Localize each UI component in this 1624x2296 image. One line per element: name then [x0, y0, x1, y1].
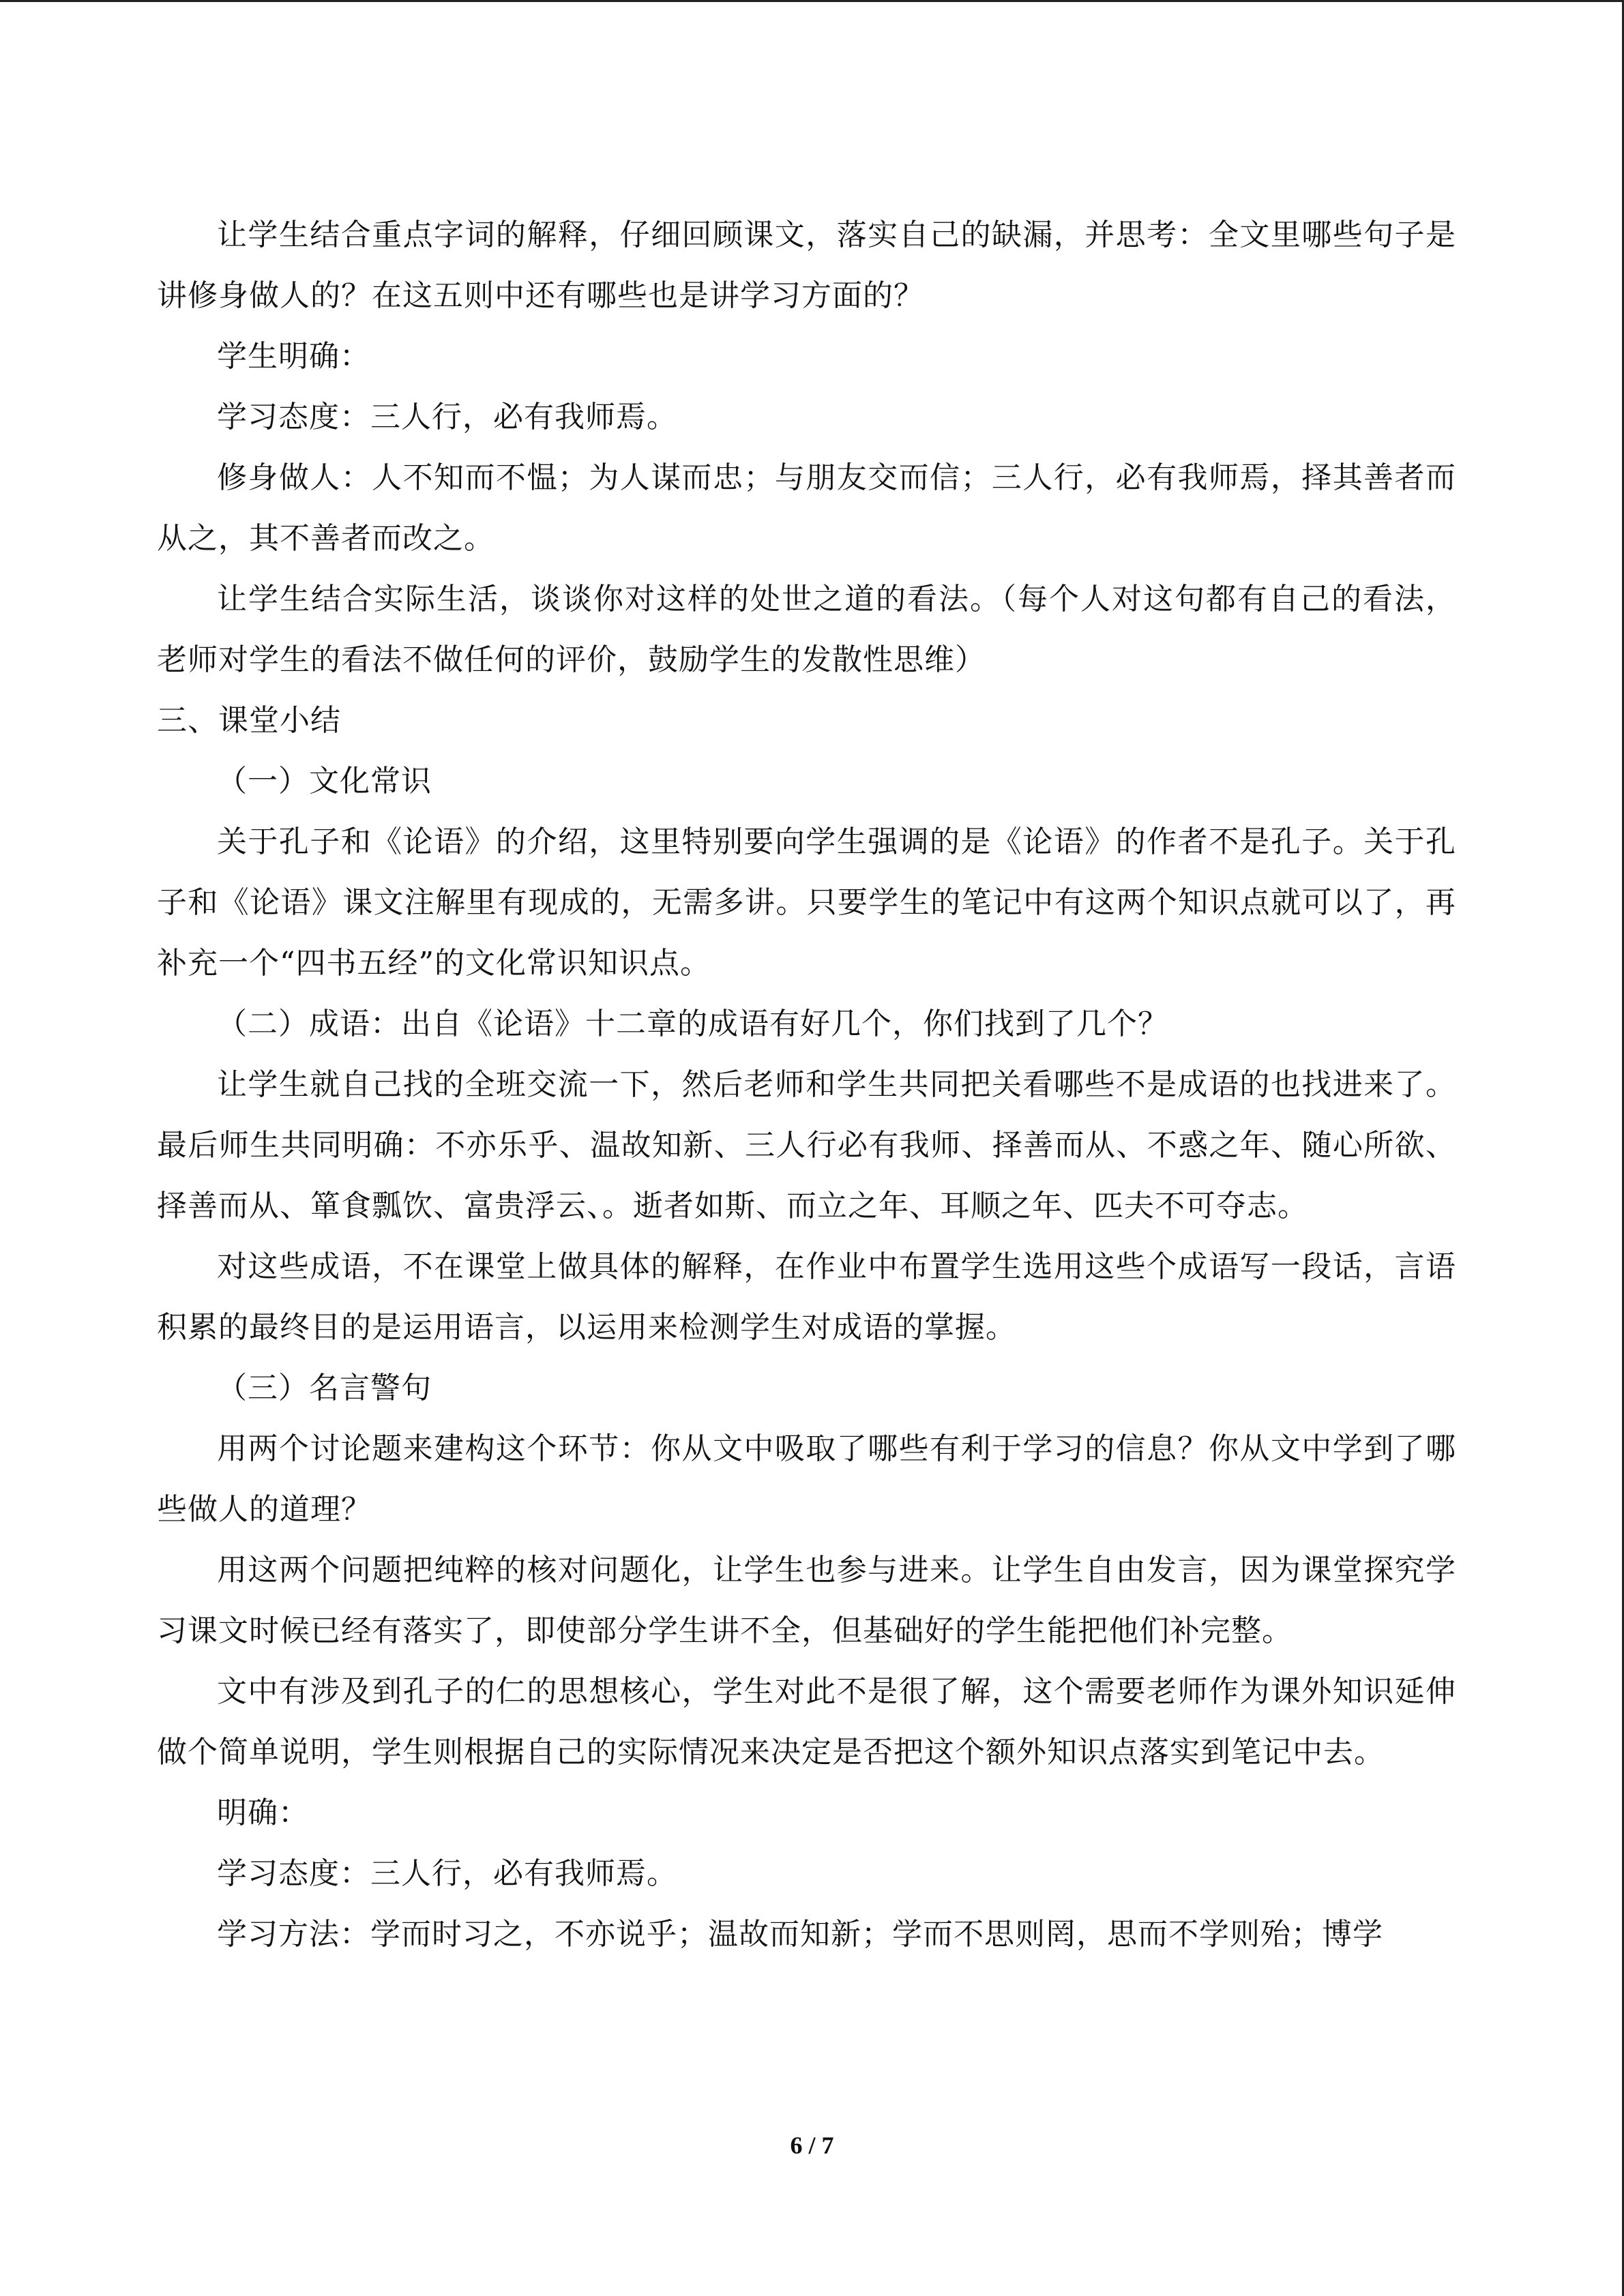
paragraph-confucius-intro: 关于孔子和《论语》的介绍，这里特别要向学生强调的是《论语》的作者不是孔子。关于孔子和《论语》课文注解里有现成的，无需多讲。只要学生的笔记中有这两个知识点就可以了，再补充一个“四书五经”的文化常识知识点。 — [157, 824, 1456, 981]
page-border-top — [0, 0, 1624, 2]
paragraph-learning-method: 学习方法：学而时习之，不亦说乎；温故而知新；学而不思则罔，思而不学则殆；博学 — [217, 1917, 1383, 1952]
paragraph-clarify: 明确： — [217, 1795, 309, 1830]
paragraph-review-question: 让学生结合重点字词的解释，仔细回顾课文，落实自己的缺漏，并思考：全文里哪些句子是讲修身做人的？在这五则中还有哪些也是讲学习方面的？ — [157, 218, 1456, 313]
paragraph-idiom-exchange: 让学生就自己找的全班交流一下，然后老师和学生共同把关看哪些不是成语的也找进来了。最后师生共同明确：不亦乐乎、温故知新、三人行必有我师、择善而从、不惑之年、随心所欲、择善而从、箪食瓢饮、富贵浮云、。逝者如斯、而立之年、耳顺之年、匹夫不可夺志。 — [157, 1067, 1456, 1223]
paragraph-learning-attitude-2: 学习态度：三人行，必有我师焉。 — [217, 1856, 677, 1891]
subheading-idioms: （二）成语：出自《论语》十二章的成语有好几个，你们找到了几个？ — [217, 1007, 1168, 1041]
paragraph-free-speech: 用这两个问题把纯粹的核对问题化，让学生也参与进来。让学生自由发言，因为课堂探究学习课文时候已经有落实了，即使部分学生讲不全，但基础好的学生能把他们补完整。 — [157, 1553, 1456, 1648]
paragraph-ren-core: 文中有涉及到孔子的仁的思想核心，学生对此不是很了解，这个需要老师作为课外知识延伸做个简单说明，学生则根据自己的实际情况来决定是否把这个额外知识点落实到笔记中去。 — [157, 1674, 1456, 1770]
subheading-famous-sayings: （三）名言警句 — [217, 1371, 432, 1405]
document-body — [157, 205, 1456, 1965]
subheading-cultural-knowledge: （一）文化常识 — [217, 764, 432, 799]
paragraph-idiom-homework: 对这些成语，不在课堂上做具体的解释，在作业中布置学生选用这些个成语写一段话，言语积累的最终目的是运用语言，以运用来检测学生对成语的掌握。 — [157, 1249, 1456, 1345]
page-number: 6 / 7 — [790, 2132, 834, 2159]
paragraph-real-life-discussion: 让学生结合实际生活，谈谈你对这样的处世之道的看法。（每个人对这句都有自己的看法，老师对学生的看法不做任何的评价，鼓励学生的发散性思维） — [157, 582, 1456, 677]
section-heading-summary: 三、课堂小结 — [157, 703, 341, 738]
paragraph-learning-attitude: 学习态度：三人行，必有我师焉。 — [217, 400, 677, 434]
paragraph-self-cultivation: 修身做人：人不知而不愠；为人谋而忠；与朋友交而信；三人行，必有我师焉，择其善者而从之，其不善者而改之。 — [157, 460, 1456, 556]
paragraph-students-clarify: 学生明确： — [217, 339, 370, 374]
paragraph-discussion-topics: 用两个讨论题来建构这个环节：你从文中吸取了哪些有利于学习的信息？你从文中学到了哪些做人的道理？ — [157, 1431, 1456, 1527]
